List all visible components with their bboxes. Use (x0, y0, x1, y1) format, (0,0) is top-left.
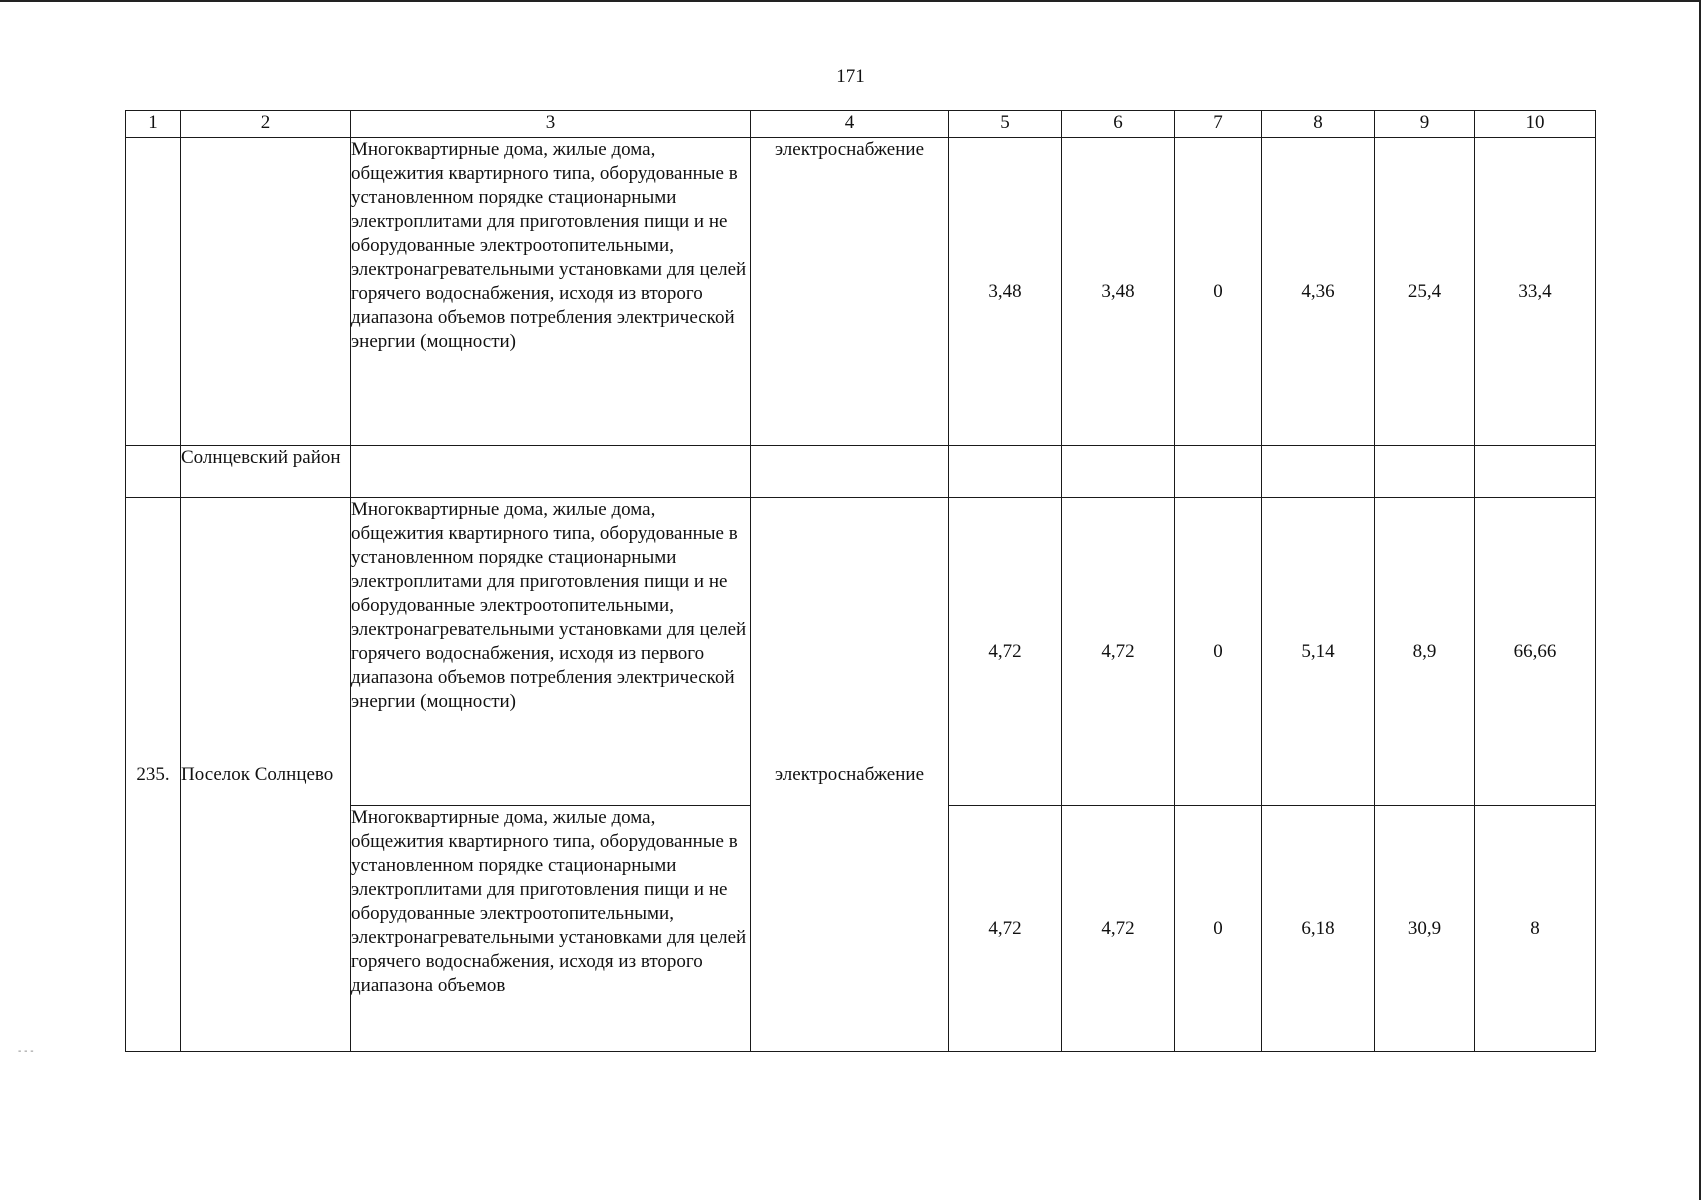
category-cell: Многоквартирные дома, жилые дома, общежития квартирного типа, оборудованные в установленном порядке стационарными электроплитами для приготовления пищи и не оборудованные электроотопительными, электронагревательными установками для целей горячего водоснабжения, исходя из второго диапазона объемов (351, 806, 751, 1052)
value-col-5: 3,48 (949, 138, 1062, 446)
value-col-5: 4,72 (949, 806, 1062, 1052)
category-cell: Многоквартирные дома, жилые дома, общежития квартирного типа, оборудованные в установленном порядке стационарными электроплитами для приготовления пищи и не оборудованные электроотопительными, электронагревательными установками для целей горячего водоснабжения, исходя из второго диапазона объемов потребления электрической энергии (мощности) (351, 138, 751, 446)
value-col-10: 66,66 (1475, 498, 1596, 806)
value-col-8: 6,18 (1262, 806, 1375, 1052)
value-col-9: 30,9 (1375, 806, 1475, 1052)
row-number-cell: 235. (126, 498, 181, 1052)
tariff-table (125, 110, 1596, 1052)
value-col-6: 4,72 (1062, 498, 1175, 806)
scan-artifact: - - - (18, 1046, 34, 1057)
page-number: 171 (836, 66, 865, 87)
value-col-8: 4,36 (1262, 138, 1375, 446)
category-cell: Многоквартирные дома, жилые дома, общежития квартирного типа, оборудованные в установленном порядке стационарными электроплитами для приготовления пищи и не оборудованные электроотопительными, электронагревательными установками для целей горячего водоснабжения, исходя из первого диапазона объемов потребления электрической энергии (мощности) (351, 498, 751, 806)
value-col-5: 4,72 (949, 498, 1062, 806)
header-col-6: 6 (1062, 111, 1175, 138)
value-col-7: 0 (1175, 498, 1262, 806)
header-col-5: 5 (949, 111, 1062, 138)
header-col-8: 8 (1262, 111, 1375, 138)
value-col-10: 33,4 (1475, 138, 1596, 446)
district-name: Солнцевский район (181, 446, 351, 498)
header-col-7: 7 (1175, 111, 1262, 138)
value-col-9: 25,4 (1375, 138, 1475, 446)
locality-cell: Поселок Солнцево (181, 498, 351, 1052)
header-col-2: 2 (181, 111, 351, 138)
header-col-9: 9 (1375, 111, 1475, 138)
value-col-7: 0 (1175, 806, 1262, 1052)
district-row (126, 446, 1596, 498)
table-row (126, 138, 1596, 446)
table-row (126, 498, 1596, 806)
value-col-8: 5,14 (1262, 498, 1375, 806)
page-border-top (0, 0, 1701, 2)
table-header-row (126, 111, 1596, 138)
header-col-10: 10 (1475, 111, 1596, 138)
value-col-9: 8,9 (1375, 498, 1475, 806)
value-col-6: 3,48 (1062, 138, 1175, 446)
header-col-3: 3 (351, 111, 751, 138)
header-col-4: 4 (751, 111, 949, 138)
value-col-7: 0 (1175, 138, 1262, 446)
service-cell: электроснабжение (751, 138, 949, 446)
row-number-cell (126, 138, 181, 446)
service-cell: электроснабжение (751, 498, 949, 1052)
value-col-6: 4,72 (1062, 806, 1175, 1052)
header-col-1: 1 (126, 111, 181, 138)
value-col-10: 8 (1475, 806, 1596, 1052)
locality-cell (181, 138, 351, 446)
